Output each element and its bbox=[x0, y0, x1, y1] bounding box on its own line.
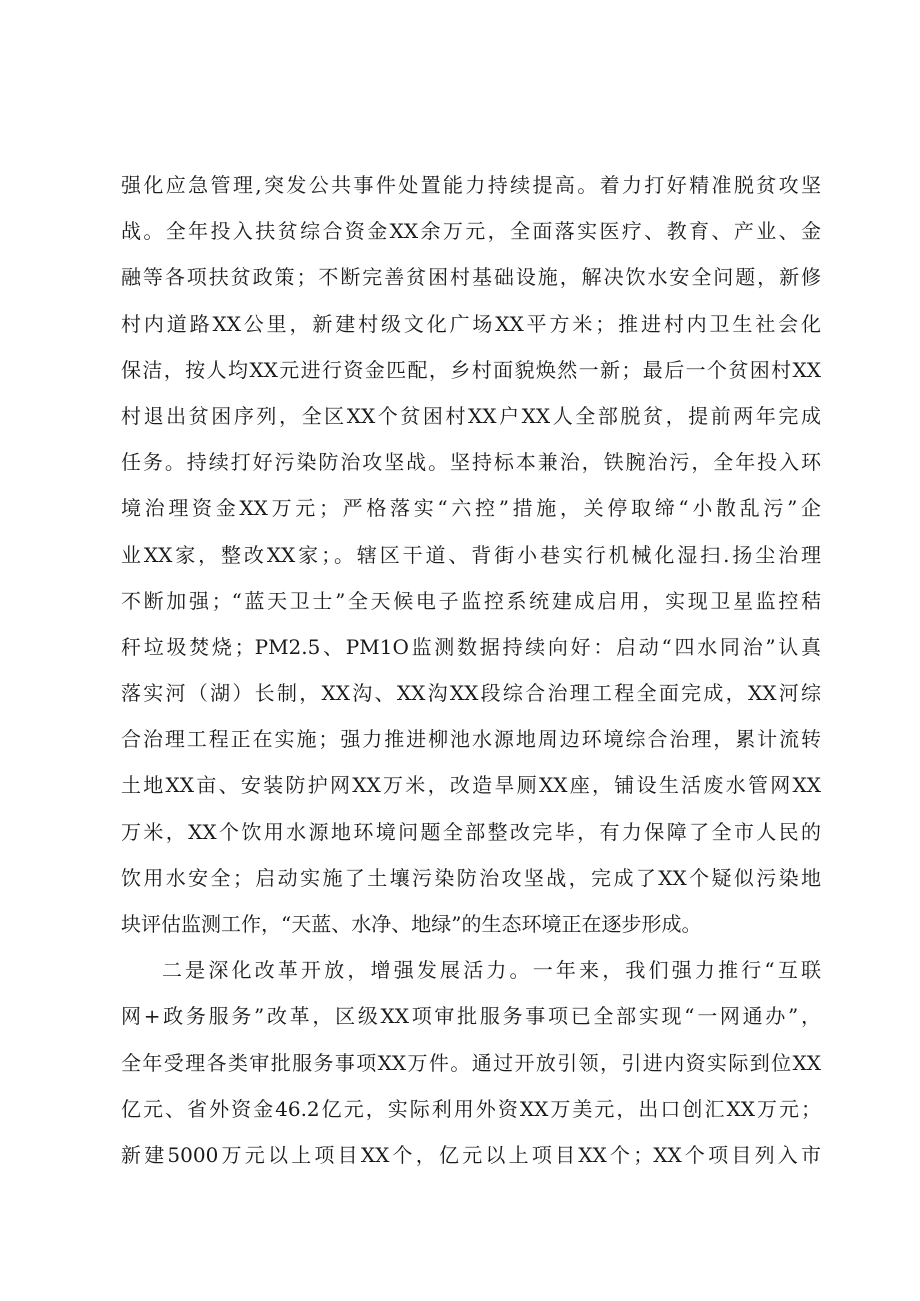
text-line-6: 村退出贫困序列，全区XX个贫困村XX户XX人全部脱贫，提前两年完成 bbox=[121, 403, 821, 428]
text-line-2: 战。全年投入扶贫综合资金XX余万元，全面落实医疗、教育、产业、金 bbox=[121, 219, 821, 244]
text-line-20: 全年受理各类审批服务事项XX万件。通过开放引领，引进内资实际到位XX bbox=[121, 1050, 821, 1075]
text-line-12: 落实河（湖）长制，XX沟、XX沟XX段综合治理工程全面完成，XX河综 bbox=[121, 681, 821, 706]
text-line-7: 任务。持续打好污染防治攻坚战。坚持标本兼治，铁腕治污，全年投入环 bbox=[121, 450, 821, 475]
text-line-11: 秆垃圾焚烧；PM2.5、PM1O监测数据持续向好：启动“四水同治”认真 bbox=[121, 634, 821, 659]
text-line-14: 土地XX亩、安装防护网XX万米，改造旱厕XX座，铺设生活废水管网XX bbox=[121, 773, 821, 798]
text-line-15: 万米，XX个饮用水源地环境问题全部整改完毕，有力保障了全市人民的 bbox=[121, 819, 821, 844]
text-line-10: 不断加强；“蓝天卫士”全天候电子监控系统建成启用，实现卫星监控秸 bbox=[121, 588, 821, 613]
text-line-22: 新建5000万元以上项目XX个，亿元以上项目XX个；XX个项目列入市 bbox=[121, 1142, 821, 1167]
text-line-5: 保洁，按人均XX元进行资金匹配，乡村面貌焕然一新；最后一个贫困村XX bbox=[121, 357, 821, 382]
text-line-4: 村内道路XX公里，新建村级文化广场XX平方米；推进村内卫生社会化 bbox=[121, 311, 821, 336]
text-line-9: 业XX家，整改XX家；。辖区干道、背街小巷实行机械化湿扫.扬尘治理 bbox=[121, 542, 821, 567]
text-line-16: 饮用水安全；启动实施了土壤污染防治攻坚战，完成了XX个疑似污染地 bbox=[121, 865, 821, 890]
text-line-1: 强化应急管理,突发公共事件处置能力持续提高。着力打好精准脱贫攻坚 bbox=[121, 173, 821, 197]
text-line-17: 块评估监测工作，“天蓝、水净、地绿”的生态环境正在逐步形成。 bbox=[121, 912, 702, 936]
text-line-21: 亿元、省外资金46.2亿元，实际利用外资XX万美元，出口创汇XX万元； bbox=[121, 1096, 821, 1121]
body-text bbox=[121, 162, 821, 1178]
text-line-19: 网+政务服务”改革，区级XX项审批服务事项已全部实现“一网通办”， bbox=[121, 1004, 821, 1029]
text-line-3: 融等各项扶贫政策；不断完善贫困村基础设施，解决饮水安全问题，新修 bbox=[121, 265, 821, 290]
text-line-13: 合治理工程正在实施；强力推进柳池水源地周边环境综合治理，累计流转 bbox=[121, 727, 821, 752]
text-line-8: 境治理资金XX万元；严格落实“六控”措施，关停取缔“小散乱污”企 bbox=[121, 496, 821, 521]
text-line-18: 二是深化改革开放，增强发展活力。一年来，我们强力推行“互联 bbox=[162, 958, 821, 983]
